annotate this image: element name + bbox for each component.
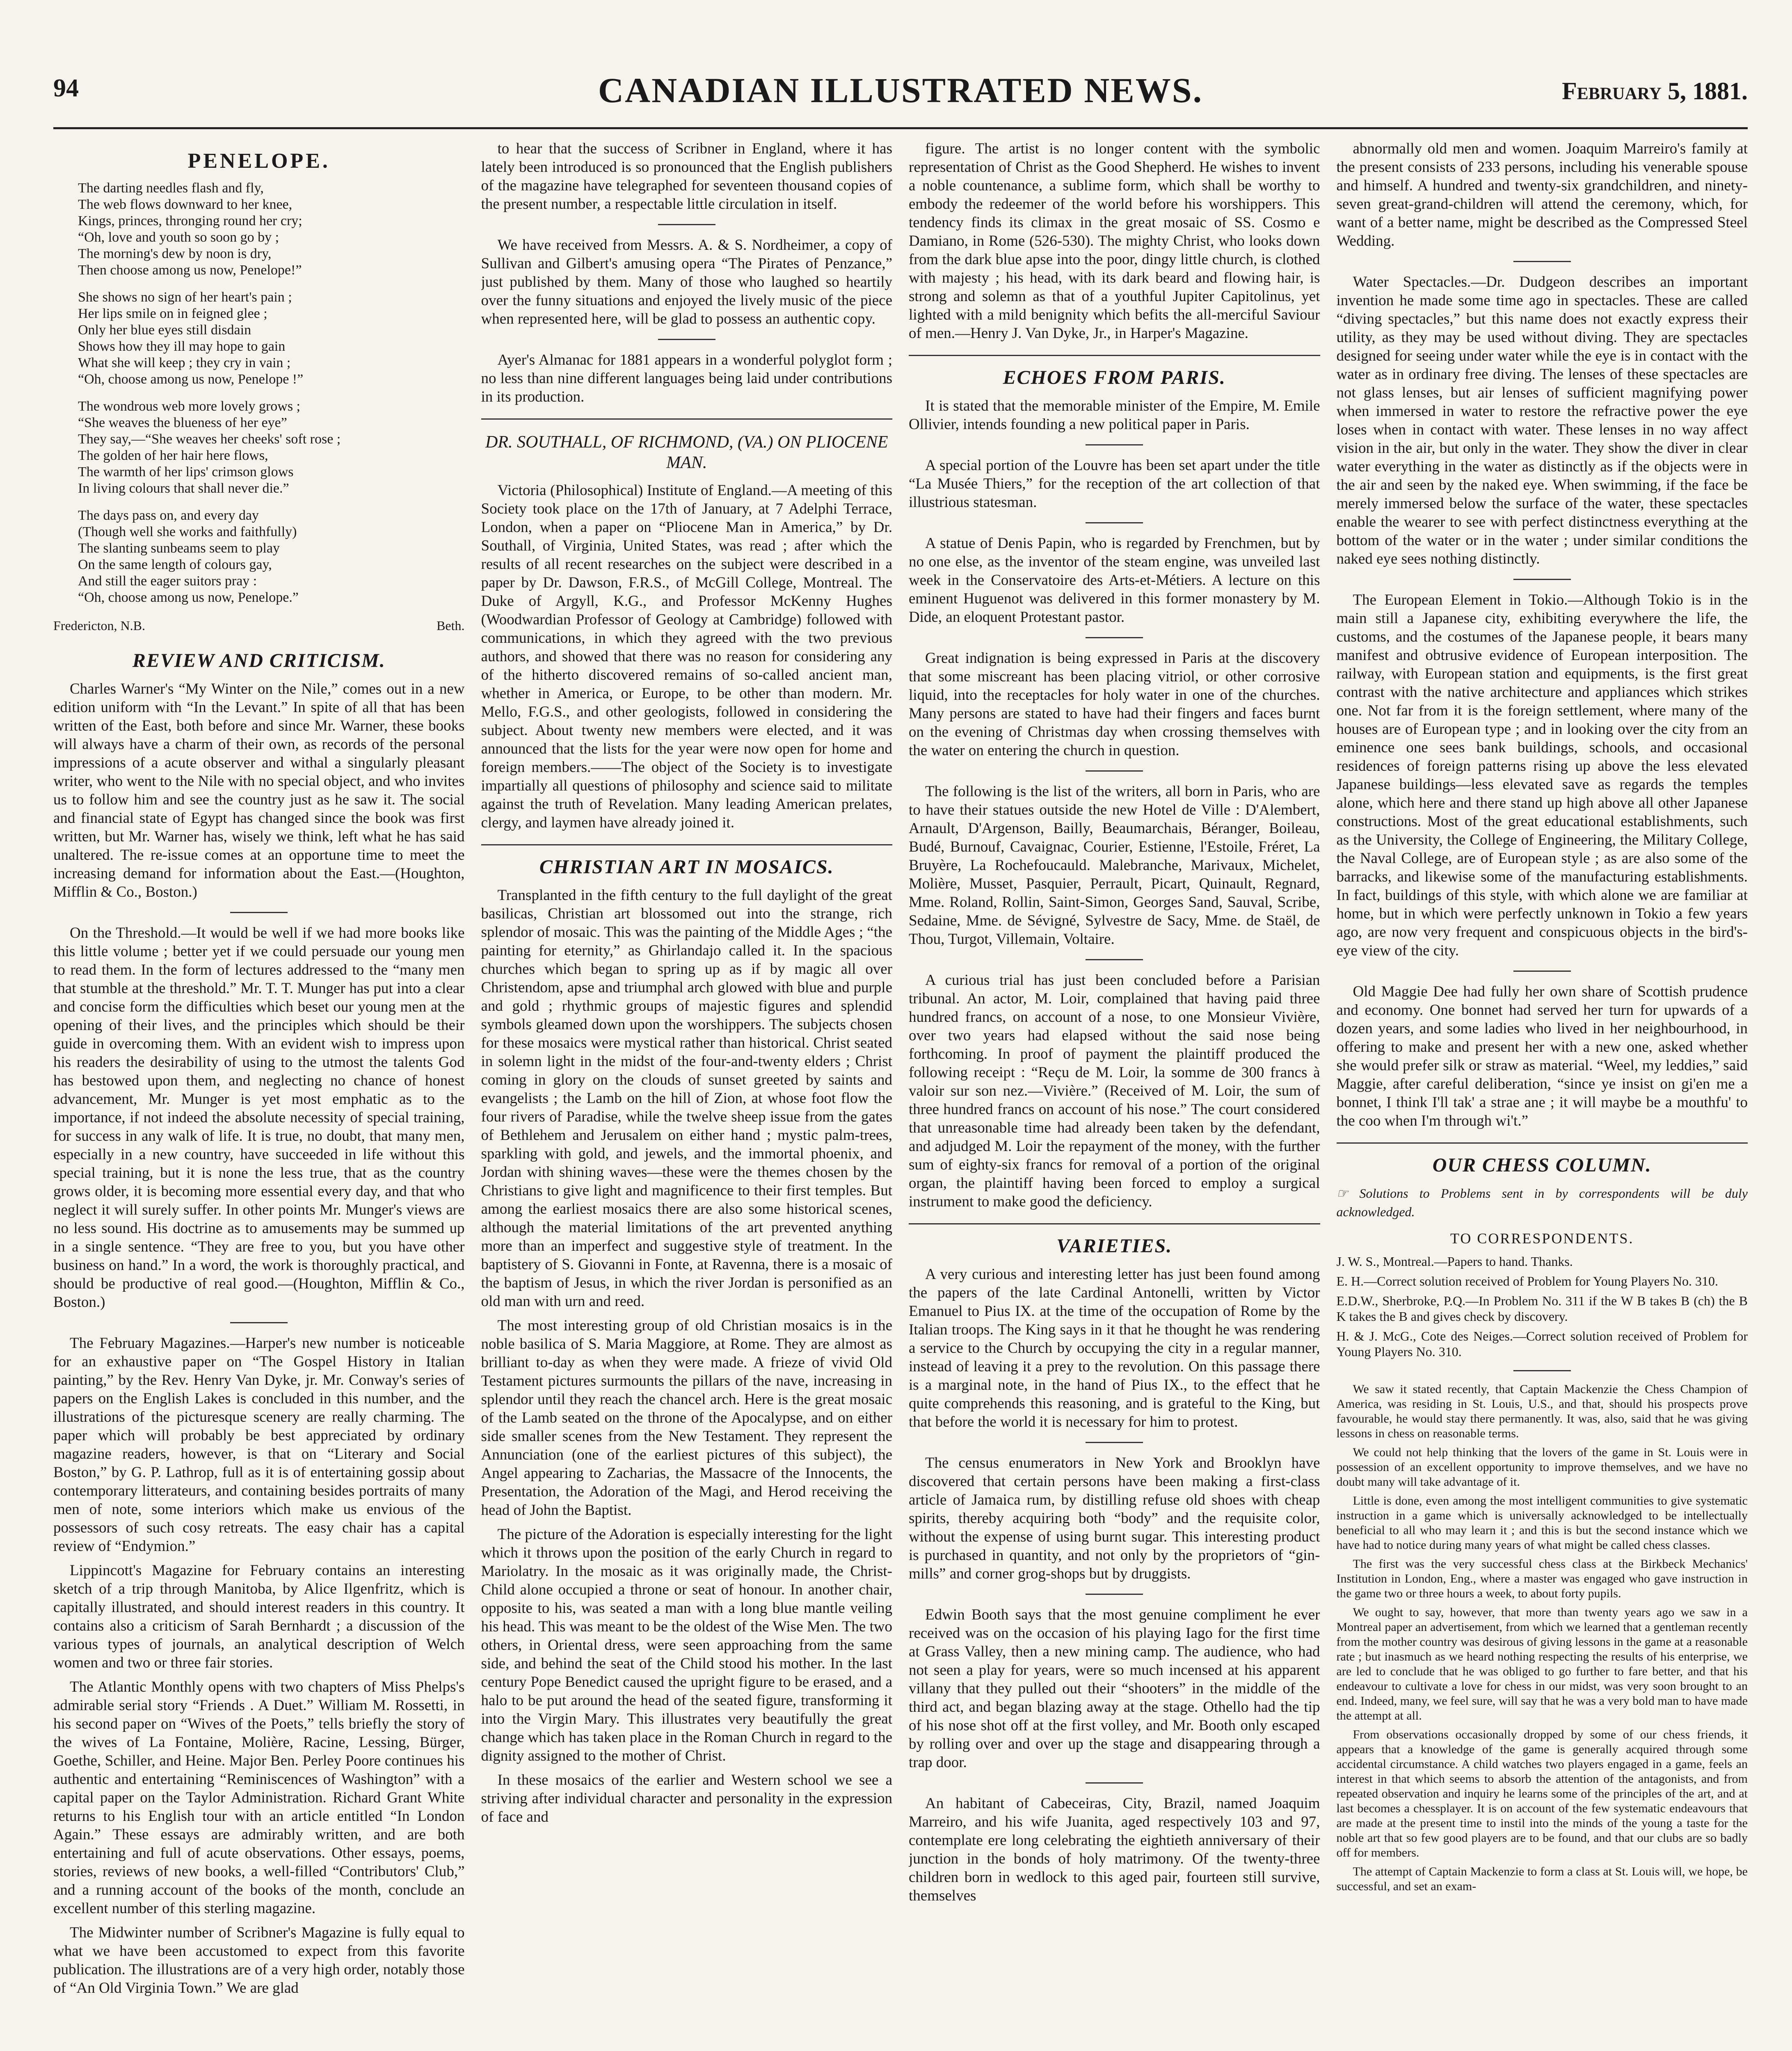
paragraph: The attempt of Captain Mackenzie to form a class at St. Louis will, we hope, be successful, and set an exam-	[1336, 1865, 1748, 1893]
poem-line: And still the eager suitors pray :	[78, 573, 257, 589]
paragraph: The census enumerators in New York and Brooklyn have discovered that certain persons have been making a first-class article of Jamaica rum, by distilling refuse old shoes with cheap spirits, thereby acquiring both “body” and the requisite color, without the expense of using burnt sugar. This interesting product is purchased in quantity, and not only by the proprietors of “gin-mills” and corner grog-shops but by druggists.	[909, 1455, 1320, 1582]
divider	[1086, 1442, 1143, 1443]
section-title-echoes: ECHOES FROM PARIS.	[1003, 367, 1226, 388]
paragraph: Victoria (Philosophical) Institute of England.—A meeting of this Society took place on the 17th of January, at 7 Adelphi Terrace, London, when a paper on “Pliocene Man in America,” by Dr. Southall, of Virginia, United States, was read ; after which the results of all recent researches on the subject were described in a paper by Dr. Dawson, F.R.S., of McGill College, Montreal. The Duke of Argyll, K.G., and Professor McKenny Hughes (Woodwardian Professor of Geology at Cambridge) followed with communications, in which they agreed with the two previous authors, and showed that there was no reason for considering any of the hitherto discovered remains of so-called ancient man, whether in America, or Europe, to be other than modern. Mr. Mello, F.G.S., and other geologists, followed in considering the subject. About twenty new members were elected, and it was announced that the lists for the year were now open for home and foreign members.——The object of the Society is to investigate impartially all questions of philosophy and science said to militate against the truth of Revelation. Many leading American prelates, clergy, and laymen have already joined it.	[481, 482, 892, 831]
section-title-chess: OUR CHESS COLUMN.	[1432, 1154, 1652, 1176]
poem-line: Then choose among us now, Penelope!”	[78, 263, 302, 278]
section-title-varieties: VARIETIES.	[1056, 1235, 1173, 1257]
paragraph: Edwin Booth says that the most genuine compliment he ever received was on the occasion of his playing Iago for the first time at Grass Valley, then a new mining camp. The audience, who had not seen a play for years, were so much incensed at his apparent villany that they pulled out their “shooters” in the middle of the third act, and began blazing away at the stage. Othello had the tip of his nose shot off at the first volley, and Mr. Booth only escaped by rolling over and over up the stage and disappearing through a trap door.	[909, 1606, 1320, 1771]
poem-line: “Oh, choose among us now, Penelope !”	[78, 372, 304, 387]
page-number: 94	[53, 74, 79, 102]
divider	[230, 912, 288, 913]
divider	[658, 224, 715, 225]
paragraph: A special portion of the Louvre has been set apart under the title “La Musée Thiers,” for the reception of the art collection of that illustrious statesman.	[909, 457, 1320, 511]
paragraph: abnormally old men and women. Joaquim Marreiro's family at the present consists of 233 persons, including his venerable spouse and himself. A hundred and twenty-six grandchildren, and ninety-seven great-grand-children will attend the ceremony, which, for want of a better name, might be described as the Compressed Steel Wedding.	[1336, 140, 1748, 249]
paragraph: Ayer's Almanac for 1881 appears in a wonderful polyglot form ; no less than nine different languages being laid under contributions in its production.	[481, 352, 892, 405]
correspondents-heading: TO CORRESPONDENTS.	[1450, 1230, 1634, 1247]
correspondent-entry: E. H.—Correct solution received of Problem for Young Players No. 310.	[1336, 1274, 1719, 1288]
paragraph: The Atlantic Monthly opens with two chapters of Miss Phelps's admirable serial story “Friends . A Duet.” William M. Rossetti, in his second paper on “Wives of the Poets,” tells briefly the story of the wives of La Fontaine, Molière, Racine, Lessing, Bürger, Goethe, Schiller, and Heine. Major Ben. Perley Poore continues his authentic and entertaining “Reminiscences of Washington” with a capital paper on the Taylor Administration. Richard Grant White returns to his English tour with an article entitled “In London Again.” These essays are admirably written, and are both entertaining and full of acute observations. Other essays, poems, stories, reviews of new books, a well-filled “Contributors' Club,” and a running account of the books of the month, conclude an excellent number of this sterling magazine.	[53, 1679, 465, 1917]
divider	[481, 844, 893, 845]
paragraph: Little is done, even among the most intelligent communities to give systematic instruction in a game which is universally acknowledged to be intellectually beneficial to all who may learn it ; and this is but the second instance which we have had to notice during many years of what might be called chess classes.	[1336, 1494, 1748, 1552]
poem-penelope	[78, 180, 465, 606]
poem-line: “Oh, love and youth so soon go by ;	[78, 230, 279, 245]
section-title-mosaics: CHRISTIAN ART IN MOSAICS.	[539, 856, 834, 878]
paragraph: A statue of Denis Papin, who is regarded by Frenchmen, but by no one else, as the inventor of the steam engine, was unveiled last week in the Conservatoire des Arts-et-Métiers. A lecture on this eminent Huguenot was delivered in this former monastery by M. Dide, an eloquent Protestant pastor.	[909, 535, 1320, 626]
divider	[1086, 1782, 1143, 1784]
paragraph: We have received from Messrs. A. & S. Nordheimer, a copy of Sullivan and Gilbert's amusing opera “The Pirates of Penzance,” just published by them. Many of those who laughed so heartily over the funny situations and enjoyed the lively music of the piece when represented here, will be glad to possess an authentic copy.	[481, 237, 892, 327]
poem-author: Beth.	[437, 618, 465, 633]
correspondent-entry: E.D.W., Sherbroke, P.Q.—In Problem No. 311 if the W B takes B (ch) the B K takes the B and gives check by discovery.	[1336, 1293, 1748, 1324]
paragraph: Transplanted in the fifth century to the full daylight of the great basilicas, Christian art blossomed out into the strange, rich splendor of mosaic. This was the painting of the Middle Ages ; “the painting for eternity,” as Ghirlandajo called it. In the spacious churches which began to spring up as if by magic all over Christendom, apse and triumphal arch glowed with blue and purple and gold ; rhythmic groups of majestic figures and splendid symbols gleamed down upon the worshippers. The subjects chosen for these mosaics were mystical rather than historical. Christ seated in solemn light in the midst of the four-and-twenty elders ; Christ coming in glory on the clouds of sunset greeted by saints and evangelists ; the Lamb on the hill of Zion, at whose foot flow the four rivers of Paradise, while the twelve sheep issue from the gates of Bethlehem and Jerusalem on either hand ; mystic palm-trees, sparkling with gold, and jewels, and the immortal phoenix, and Jordan with shining waves—these were the themes chosen by the Christians to give light and magnificence to their first temples. But among the earliest mosaics there are also some historical scenes, although the material limitations of the art prevented anything more than an imperfect and suggestive style of treatment. In the baptistery of S. Giovanni in Fonte, at Ravenna, there is a mosaic of the baptism of Jesus, in which the river Jordan is personified as an old man with urn and reed.	[481, 887, 892, 1310]
poem-line: The golden of her hair here flows,	[78, 448, 268, 463]
divider	[909, 355, 1320, 356]
correspondent-entry: H. & J. McG., Cote des Neiges.—Correct solution received of Problem for Young Players No. 310.	[1336, 1329, 1748, 1359]
paragraph: Great indignation is being expressed in Paris at the discovery that some miscreant has been placing vitriol, or other corrosive liquid, into the receptacles for holy water in one of the churches. Many persons are stated to have had their fingers and faces burnt on the evening of Christmas day when crossing themselves with the water on entering the church in question.	[909, 650, 1320, 759]
paragraph: It is stated that the memorable minister of the Empire, M. Emile Ollivier, intends founding a new political paper in Paris.	[909, 397, 1320, 433]
divider	[1513, 261, 1571, 262]
divider	[1513, 971, 1571, 972]
poem-line: Her lips smile on in feigned glee ;	[78, 306, 267, 321]
paragraph: Charles Warner's “My Winter on the Nile,” comes out in a new edition uniform with “In the Levant.” In spite of all that has been written of the East, both before and since Mr. Warner, these books will always have a charm of their own, as records of the personal impressions of a acute observer and withal a singularly pleasant writer, who went to the Nile with no special object, and who invites us to follow him and see the country just as he saw it. The social and financial state of Egypt has changed since the book was first written, but Mr. Warner has, wisely we think, left what he has said unaltered. The re-issue comes at an opportune time to meet the increasing demand for information about the East.—(Houghton, Mifflin & Co., Boston.)	[53, 681, 465, 900]
paragraph: The most interesting group of old Christian mosaics is in the noble basilica of S. Maria Maggiore, at Rome. They are almost as brilliant to-day as when they were made. A frieze of vivid Old Testament pictures surmounts the pillars of the nave, increasing in splendor until they reach the chancel arch. Here is the great mosaic of the Lamb seated on the throne of the Apocalypse, and on either side smaller scenes from the New Testament. They represent the Annunciation (one of the earliest pictures of this subject), the Angel appearing to Zacharias, the Massacre of the Innocents, the Presentation, the Adoration of the Magi, and Herod receiving the head of John the Baptist.	[481, 1317, 892, 1519]
section-title-review: REVIEW AND CRITICISM.	[132, 650, 386, 671]
poem-line: She shows no sign of her heart's pain ;	[78, 290, 292, 305]
newspaper-title: CANADIAN ILLUSTRATED NEWS.	[598, 71, 1203, 110]
poem-line: The darting needles flash and fly,	[78, 180, 264, 196]
page-columns	[53, 139, 1748, 2051]
divider	[230, 1322, 288, 1323]
poem-line: On the same length of colours gay,	[78, 557, 272, 572]
divider	[909, 1223, 1320, 1224]
divider	[1086, 444, 1143, 445]
divider	[1086, 522, 1143, 523]
poem-line: They say,—“She weaves her cheeks' soft rose ;	[78, 432, 341, 447]
poem-line: The warmth of her lips' crimson glows	[78, 464, 294, 480]
poem-line: The morning's dew by noon is dry,	[78, 246, 272, 261]
poem-title: PENELOPE.	[187, 149, 330, 173]
paragraph: figure. The artist is no longer content with the symbolic representation of Christ as the Good Shepherd. He wishes to invent a noble countenance, a sublime form, which shall be worthy to embody the redeemer of the world before his worshippers. This tendency finds its climax in the great mosaic of SS. Cosmo e Damiano, in Rome (526-530). The mighty Christ, who looks down from the dark blue apse into the poor, dingy little church, is clothed with majesty ; his head, with its dark beard and flowing hair, is strong and solemn as that of a youthful Jupiter Capitolinus, yet lighted with a mild benignity which befits the all-merciful Saviour of men.—Henry J. Van Dyke, Jr., in Harper's Magazine.	[909, 140, 1320, 342]
paragraph: In these mosaics of the earlier and Western school we see a striving after individual character and personality in the expression of face and	[481, 1772, 892, 1825]
divider	[1513, 579, 1571, 580]
masthead-rule	[53, 127, 1748, 129]
masthead	[53, 70, 1748, 119]
paragraph: The Midwinter number of Scribner's Magazine is fully equal to what we have been accustomed to expect from this favorite publication. The illustrations are of a very high order, notably those of “An Old Virginia Town.” We are glad	[53, 1924, 465, 1996]
poem-stanza	[78, 507, 465, 606]
poem-line: Only her blue eyes still disdain	[78, 322, 251, 338]
poem-place: Fredericton, N.B.	[53, 618, 145, 633]
poem-line: What she will keep ; they cry in vain ;	[78, 355, 291, 370]
paragraph: to hear that the success of Scribner in England, where it has lately been introduced is so pronounced that the English publishers of the magazine have telegraphed for seventeen thousand copies of the present number, a respectable little circulation in itself.	[481, 140, 892, 212]
poem-stanza	[78, 289, 465, 388]
paragraph: On the Threshold.—It would be well if we had more books like this little volume ; better yet if we could persuade our young men to read them. In the form of lectures addressed to the “many men that stumble at the threshold.” Mr. T. T. Munger has put into a clear and concise form the difficulties which beset our young men at the opening of their lives, and the principles which should be their guide in overcoming them. With an evident wish to impress upon his readers the desirability of using to the utmost the talents God has bestowed upon them, and neglecting no chance of honest advancement, Mr. Munger is yet most emphatic as to the importance, if not indeed the absolute necessity of special training, for success in any walk of life. It is true, no doubt, that many men, especially in a new country, have succeeded in life without this special training, but it is none the less true, that as the country grows older, it is becoming more essential every day, and that who neglect it will surely suffer. In other points Mr. Munger's views are no less sound. His doctrine as to amusements may be summed up in a single sentence. “They are free to you, but you have other business on hand.” In a word, the work is thoroughly practical, and should be productive of real good.—(Houghton, Mifflin & Co., Boston.)	[53, 925, 465, 1311]
divider	[1086, 637, 1143, 638]
divider	[481, 418, 893, 420]
poem-stanza	[78, 180, 465, 279]
column-1	[53, 139, 465, 2051]
poem-line: “She weaves the blueness of her eye”	[78, 415, 287, 430]
paragraph: The European Element in Tokio.—Although Tokio is in the main still a Japanese city, exhibiting everywhere the life, the customs, and the costumes of the Japanese people, it bears many manifest and obtrusive evidence of European interposition. The railway, with European station and equipments, is the first great contrast with the native architecture and appliances which strikes one. Not far from it is the foreign settlement, where many of the houses are of European type ; and in looking over the city from an eminence one sees bank buildings, schools, and occasional residences of foreign patterns rising up above the less elevated Japanese buildings—less elevated save as regards the temples alone, which here and there stand up high above all other Japanese constructions. Most of the great educational establishments, such as the University, the College of Engineering, the Military College, the Naval College, are of European style ; as are also some of the barracks, and likewise some of the manufacturing establishments. In fact, buildings of this style, with which alone we are familiar at home, but in which were perfectly unknown in Tokio a few years ago, are now very frequent and conspicuous objects in the bird's-eye view of the city.	[1336, 592, 1748, 959]
paragraph: An habitant of Cabeceiras, City, Brazil, named Joaquim Marreiro, and his wife Juanita, aged respectively 103 and 97, contemplate ere long celebrating the eightieth anniversary of their junction in the bonds of holy matrimony. Of the twenty-three children born in wedlock to this aged pair, fourteen still survive, themselves	[909, 1795, 1320, 1904]
poem-line: “Oh, choose among us now, Penelope.”	[78, 590, 299, 605]
poem-line: In living colours that shall never die.”	[78, 481, 289, 496]
divider	[1086, 770, 1143, 772]
paragraph: A very curious and interesting letter has just been found among the papers of the late Cardinal Antonelli, written by Victor Emanuel to Pius IX. at the time of the occupation of Rome by the Italian troops. The King says in it that he thought he was rendering a service to the Church by occupying the city in a regular manner, instead of leaving it a prey to the revolution. On this passage there is a marginal note, in the hand of Pius IX., to the effect that he quite comprehends this reasoning, and is grateful to the King, but that before the world it is necessary for him to protest.	[909, 1266, 1320, 1430]
paragraph: The first was the very successful chess class at the Birkbeck Mechanics' Institution in London, Eng., where a master was engaged who gave instruction in the game two or three hours a week, to about forty pupils.	[1336, 1557, 1748, 1600]
chess-article	[1337, 1382, 1748, 1894]
headline-southall: DR. SOUTHALL, OF RICHMOND, (VA.) ON PLIOCENE MAN.	[485, 433, 888, 472]
column-3	[909, 139, 1320, 2051]
paragraph: We could not help thinking that the lovers of the game in St. Louis were in possession of an excellent opportunity to improve themselves, and we have no doubt many will take advantage of it.	[1336, 1446, 1748, 1489]
paragraph: A curious trial has just been concluded before a Parisian tribunal. An actor, M. Loir, complained that having paid three hundred francs, on account of a nose, to one Monsieur Vivière, over two years had elapsed without the said nose being forthcoming. In proof of payment the plaintiff produced the following receipt : “Reçu de M. Loir, la somme de 300 francs à valoir sur son nez.—Vivière.” (Received of M. Loir, the sum of three hundred francs on account of his nose.” The court considered that unreasonable time had already been taken by the defendant, and adjudged M. Loir the repayment of the money, with the further sum of eighty-six francs for removal of a portion of the original organ, the plaintiff having been forced to employ a surgical instrument to make good the deficiency.	[909, 972, 1320, 1210]
paragraph: We saw it stated recently, that Captain Mackenzie the Chess Champion of America, was residing in St. Louis, U.S., and that, should his prospects prove favourable, he would stay there permanently. It was, also, said that he was giving lessons in chess on reasonable terms.	[1336, 1382, 1748, 1440]
column-2	[481, 139, 893, 2051]
paragraph: We ought to say, however, that more than twenty years ago we saw in a Montreal paper an advertisement, from which we learned that a gentleman recently from the mother country was desirous of giving lessons in the game at a reasonable rate ; but inasmuch as we heard nothing respecting the results of his enterprise, we are led to conclude that he was obliged to go further to fare better, and that his endeavour to cultivate a love for chess in our midst, was very soon brought to an end. Indeed, many, we feel sure, will say that he was a very bold man to have made the attempt at all.	[1336, 1606, 1748, 1722]
paragraph: Old Maggie Dee had fully her own share of Scottish prudence and economy. One bonnet had served her turn for upwards of a dozen years, and some ladies who lived in her neighbourhood, in offering to make and present her with a new one, asked whether she would prefer silk or straw as material. “Weel, my leddies,” said Maggie, after careful deliberation, “since ye insist on gi'en me a bonnet, I think I'll tak' a strae ane ; it will maybe be a mouthfu' to the coo when I'm through wi't.”	[1336, 983, 1748, 1129]
issue-date: February 5, 1881.	[1562, 78, 1748, 105]
poem-stanza	[78, 398, 465, 497]
divider	[1086, 959, 1143, 960]
poem-line: (Though well she works and faithfully)	[78, 524, 297, 539]
poem-line: Kings, princes, thronging round her cry;	[78, 213, 302, 228]
poem-line: The web flows downward to her knee,	[78, 197, 293, 212]
divider	[1513, 1370, 1571, 1371]
divider	[658, 339, 715, 340]
review-paragraphs	[53, 680, 465, 1997]
poem-line: The wondrous web more lovely grows ;	[78, 399, 301, 414]
poem-signature	[53, 617, 465, 635]
poem-line: The days pass on, and every day	[78, 508, 259, 523]
paragraph: The following is the list of the writers, all born in Paris, who are to have their statues outside the new Hotel de Ville : D'Alembert, Arnault, D'Argenson, Bailly, Beaumarchais, Béranger, Boileau, Budé, Burnouf, Cavaignac, Courier, Estienne, l'Estoile, Fréret, La Bruyère, La Rochefoucauld. Malebranche, Marivaux, Michelet, Molière, Musset, Pasquier, Perrault, Picart, Quinault, Regnard, Mme. Roland, Rollin, Saint-Simon, Georges Sand, Sauval, Scribe, Sedaine, Mme. de Sévigné, Sylvestre de Sacy, Mme. de Staël, de Thou, Turgot, Villemain, Voltaire.	[909, 783, 1320, 948]
paragraph: From observations occasionally dropped by some of our chess friends, it appears that a knowledge of the game is generally acquired through some accidental circumstance. A child watches two players engaged in a game, feels an interest in that which seems to absorb the attention of the antagonists, and from repeated observation and inquiry he learns some of the principles of the art, and at last becomes a chessplayer. It is on account of the few systematic endeavours that are made at the present time to instil into the minds of the young a taste for the noble art that so few good players are to be found, and that our clubs are so badly off for members.	[1336, 1728, 1748, 1859]
paragraph: The picture of the Adoration is especially interesting for the light which it throws upon the position of the early Church in regard to Mariolatry. In the mosaic as it was originally made, the Christ-Child alone occupied a throne or seat of honour. In another chair, opposite to his, was seated a man with a long blue mantle veiling his head. This was meant to be the oldest of the Wise Men. The two others, in Oriental dress, were seen approaching from the same side, and behind the seat of the Child stood his mother. In the last century Pope Benedict caused the upright figure to be erased, and a halo to be put around the head of the seated figure, transforming it into the Virgin Mary. This illustrates very beautifully the great change which has taken place in the Roman Church in regard to the dignity assigned to the mother of Christ.	[481, 1526, 892, 1764]
column-4	[1337, 139, 1748, 2051]
paragraph: The February Magazines.—Harper's new number is noticeable for an exhaustive paper on “The Gospel History in Italian painting,” by the Rev. Henry Van Dyke, jr. Mr. Conway's series of papers on the English Lakes is concluded in this number, and the illustrations of the picturesque scenery are really charming. The paper which will probably be best appreciated by ordinary magazine readers, however, is that on “Literary and Social Boston,” by G. P. Lathrop, full as it is of entertaining gossip about contemporary litterateurs, and containing besides portraits of many men of note, some interiors which make us envious of the possessors of such cosy retreats. The easy chair has a capital review of “Endymion.”	[53, 1335, 465, 1555]
divider	[1337, 1142, 1748, 1144]
divider	[1086, 1594, 1143, 1595]
chess-notice: ☞ Solutions to Problems sent in by correspondents will be duly acknowledged.	[1336, 1186, 1748, 1219]
poem-line: The slanting sunbeams seem to play	[78, 541, 280, 556]
correspondent-entry: J. W. S., Montreal.—Papers to hand. Thanks.	[1336, 1254, 1573, 1269]
paragraph: Lippincott's Magazine for February contains an interesting sketch of a trip through Manitoba, by Alice Ilgenfritz, which is capitally illustrated, and should interest readers in this country. It contains also a criticism of Sarah Bernhardt ; a discussion of the various types of journals, an analytical description of Welch women and two or three fair stories.	[53, 1562, 465, 1671]
paragraph: Water Spectacles.—Dr. Dudgeon describes an important invention he made some time ago in spectacles. These are called “diving spectacles,” but this name does not exactly express their utility, as they may be used without diving. They are spectacles designed for seeing under water while the eye is in contact with the water as in ordinary free diving. The lenses of these spectacles are not glass lenses, but air lenses of sufficient magnifying power when immersed in water to restore the refractive power the eye loses when in contact with water. These lenses in no way affect vision in the air, but only in the water. They show the diver in clear water everything in the water as distinctly as if the objects were in the air and seen by the naked eye. When swimming, if the face be merely immersed below the surface of the water, these spectacles enable the wearer to see with perfect distinctness everything at the bottom of the water or in the water ; under similar conditions the naked eye sees nothing distinctly.	[1336, 274, 1748, 567]
poem-line: Shows how they ill may hope to gain	[78, 339, 286, 354]
